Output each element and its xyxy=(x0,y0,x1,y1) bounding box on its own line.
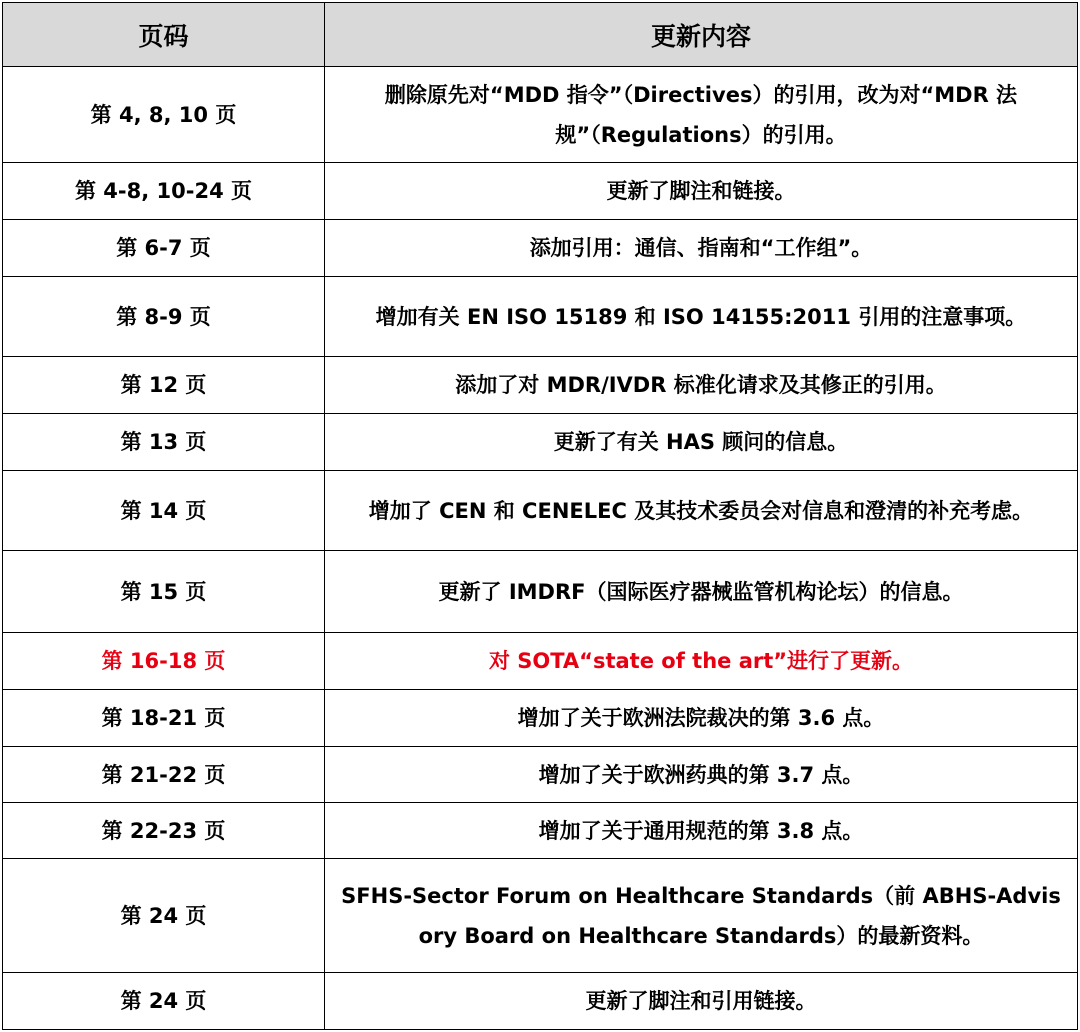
content-cell: 增加了关于通用规范的第 3.8 点。 xyxy=(325,803,1078,859)
page-cell: 第 18-21 页 xyxy=(3,690,325,747)
change-log-table xyxy=(2,2,1078,1030)
table-row xyxy=(3,551,1078,633)
header-page: 页码 xyxy=(3,3,325,67)
page-cell: 第 14 页 xyxy=(3,471,325,551)
table-row xyxy=(3,357,1078,414)
header-row xyxy=(3,3,1078,67)
table-row xyxy=(3,859,1078,973)
table-row xyxy=(3,220,1078,277)
page-cell: 第 24 页 xyxy=(3,859,325,973)
page-cell: 第 4-8, 10-24 页 xyxy=(3,163,325,220)
table-row xyxy=(3,690,1078,747)
table-row xyxy=(3,414,1078,471)
content-cell: 增加了 CEN 和 CENELEC 及其技术委员会对信息和澄清的补充考虑。 xyxy=(325,471,1078,551)
content-cell: 更新了脚注和链接。 xyxy=(325,163,1078,220)
page-cell: 第 4, 8, 10 页 xyxy=(3,67,325,163)
content-cell: SFHS-Sector Forum on Healthcare Standards（前 ABHS-Advisory Board on Healthcare Standards）的最新资料。 xyxy=(325,859,1078,973)
page-cell: 第 6-7 页 xyxy=(3,220,325,277)
content-cell: 增加了关于欧洲药典的第 3.7 点。 xyxy=(325,747,1078,803)
table-row-highlighted xyxy=(3,633,1078,690)
table-row xyxy=(3,471,1078,551)
table-row xyxy=(3,747,1078,803)
content-cell: 对 SOTA“state of the art”进行了更新。 xyxy=(325,633,1078,690)
content-cell: 增加有关 EN ISO 15189 和 ISO 14155:2011 引用的注意事项。 xyxy=(325,277,1078,357)
table-row xyxy=(3,67,1078,163)
content-cell: 删除原先对“MDD 指令”（Directives）的引用，改为对“MDR 法规”（Regulations）的引用。 xyxy=(325,67,1078,163)
content-cell: 增加了关于欧洲法院裁决的第 3.6 点。 xyxy=(325,690,1078,747)
page-cell: 第 8-9 页 xyxy=(3,277,325,357)
page-cell: 第 13 页 xyxy=(3,414,325,471)
page-cell: 第 12 页 xyxy=(3,357,325,414)
content-cell: 添加了对 MDR/IVDR 标准化请求及其修正的引用。 xyxy=(325,357,1078,414)
content-cell: 更新了 IMDRF（国际医疗器械监管机构论坛）的信息。 xyxy=(325,551,1078,633)
content-cell: 更新了脚注和引用链接。 xyxy=(325,973,1078,1030)
page-cell: 第 22-23 页 xyxy=(3,803,325,859)
table-row xyxy=(3,973,1078,1030)
content-cell: 更新了有关 HAS 顾问的信息。 xyxy=(325,414,1078,471)
table-row xyxy=(3,803,1078,859)
table-row xyxy=(3,277,1078,357)
page-cell: 第 15 页 xyxy=(3,551,325,633)
page-cell: 第 16-18 页 xyxy=(3,633,325,690)
page-cell: 第 21-22 页 xyxy=(3,747,325,803)
table-row xyxy=(3,163,1078,220)
header-content: 更新内容 xyxy=(325,3,1078,67)
content-cell: 添加引用：通信、指南和“工作组”。 xyxy=(325,220,1078,277)
page-cell: 第 24 页 xyxy=(3,973,325,1030)
